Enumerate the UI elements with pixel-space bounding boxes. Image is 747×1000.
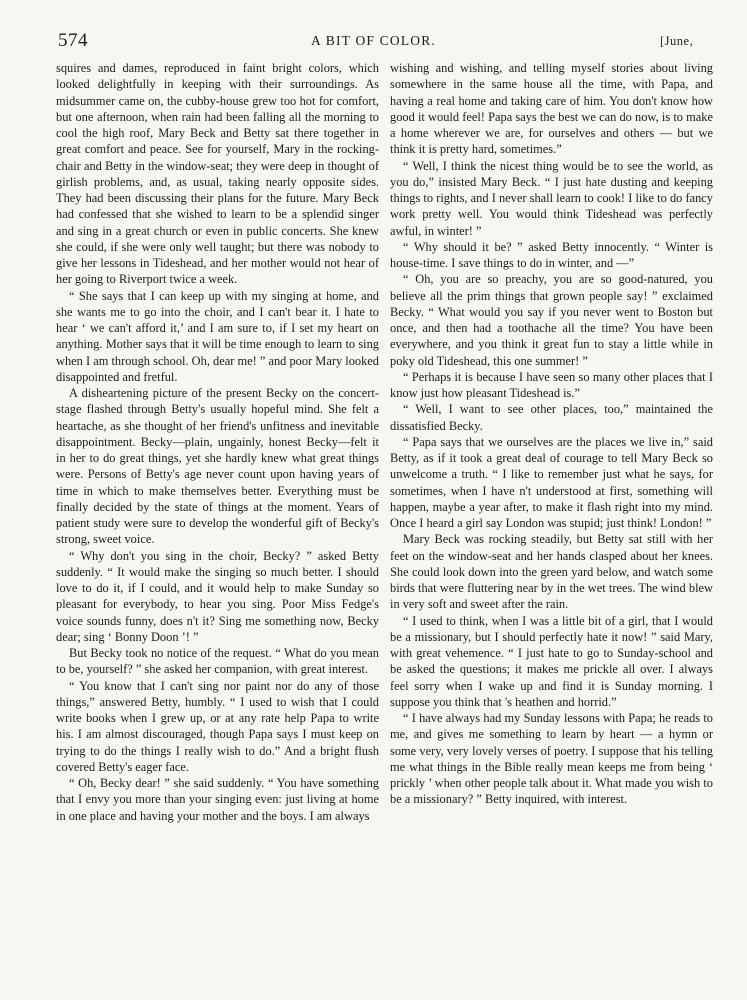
paragraph: “ She says that I can keep up with my singing at home, and she wants me to go into the choir, and I can't bear it. I hate to hear ‘ we can't afford it,’ and I am sure to, if I set my heart on anything. Mother says that it will be time enough to learn to sing when I am through school. Oh, dear me! ” and poor Mary looked disappointed and fretful. [56,288,379,384]
right-column [390,60,713,808]
paragraph: “ Well, I want to see other places, too,” maintained the dissatisfied Becky. [390,402,713,433]
paragraph: “ Why don't you sing in the choir, Becky? ” asked Betty suddenly. “ It would make the singing so much better. I should love to do it, if I could, and it would help to make Sunday so pleasant for everybody, to hear you sing. Poor Miss Fedge's voice sounds funny, does n't it? Sing me something now, Becky dear; sing ‘ Bonny Doon ’! ” [56,548,379,644]
paragraph: “ Well, I think the nicest thing would be to see the world, as you do,” insisted Mary Beck. “ I just hate dusting and keeping things to rights, and I never shall learn to cook! I like to do fancy work pretty well. You would think Tideshead was perfectly awful, in winter! ” [390,158,713,238]
running-header [0,30,747,60]
paragraph: “ You know that I can't sing nor paint nor do any of those things,” answered Betty, humbly. “ I used to wish that I could write books when I grew up, or at any rate help Papa to write his. I am almost discouraged, though Papa says I must keep on trying to do the things I really wish to do.” And a bright flush covered Betty's eager face. [56,678,379,774]
issue-month: [June, [660,34,694,48]
running-title: A BIT OF COLOR. [310,33,437,48]
paragraph: wishing and wishing, and telling myself stories about living somewhere in the same house all the time, with Papa, and having a real home and taking care of him. You don't know how good it would feel! Papa says the best we can do now, is to make a home wherever we are, for ourselves and others — but we think it is pretty hard, sometimes.” [390,61,713,157]
paragraph: “ Oh, you are so preachy, you are so good-natured, you believe all the prim things that grown people say! ” exclaimed Becky. “ What would you say if you never went to Boston but once, and then had a toothache all the time? You have been everywhere, and you think it great fun to stay a little while in poky old Tideshead, this one summer! ” [390,272,713,368]
paragraph: “ Papa says that we ourselves are the places we live in,” said Betty, as if it took a great deal of courage to tell Mary Beck so unwelcome a truth. “ I like to remember just what he says, for sometimes, when I have n't understood at first, something will happen, maybe a year after, to make it flash right into my mind. Once I heard a girl say London was stupid; just think! London! ” [390,434,713,530]
paragraph: But Becky took no notice of the request. “ What do you mean to be, yourself? ” she asked her companion, with great interest. [56,646,379,677]
paragraph: “ Perhaps it is because I have seen so many other places that I know just how pleasant Tideshead is.” [390,369,713,400]
left-column [56,60,379,824]
paragraph: “ I have always had my Sunday lessons with Papa; he reads to me, and gives me something to learn by heart — a hymn or some very, very lovely verses of poetry. I suppose that his telling me what things in the Bible really mean keeps me from being ‘ prickly ’ when other people talk about it. What made you wish to be a missionary? ” Betty inquired, with interest. [390,711,713,807]
paragraph: “ Why should it be? ” asked Betty innocently. “ Winter is house-time. I save things to do in winter, and —” [390,239,713,270]
paragraph: “ I used to think, when I was a little bit of a girl, that I would be a missionary, but I should perfectly hate it now! ” said Mary, with great vehemence. “ I just hate to go to Sunday-school and be asked the questions; it makes me prickle all over. I always feel sorry when I wake up and find it is Sunday morning. I suppose you think that 's heathen and horrid.” [390,613,713,709]
paragraph: Mary Beck was rocking steadily, but Betty sat still with her feet on the window-seat and her hands clasped about her knees. She could look down into the green yard below, and watch some birds that were fluttering near by in the wet trees. The wind blew in very soft and sweet after the rain. [390,532,713,612]
paragraph: A disheartening picture of the present Becky on the concert-stage flashed through Betty's usually hopeful mind. She felt a heartache, as she thought of her friend's unfitness and inevitable disappointment. Becky—plain, ungainly, honest Becky—felt it in her to do great things, yet she hardly knew what great things were. Persons of Betty's age never count upon having years of time in which to make themselves better. Everything must be finally decided by the state of things at the moment. Years of patient study were sure to develop the wonderful gift of Becky's strong, sweet voice. [56,386,379,547]
paragraph: squires and dames, reproduced in faint bright colors, which looked delightfully in keeping with their surroundings. As midsummer came on, the cubby-house grew too hot for comfort, but one afternoon, when rain had been falling all the morning to cool the high roof, Mary Beck and Betty sat there together in great comfort and peace. See for yourself, Mary in the rocking-chair and Betty in the window-seat; they were deep in thought of girlish problems, and, as usual, taking nearly opposite sides. They had been discussing their plans for the future. Mary Beck had confessed that she wished to learn to be a splendid singer and sing in a great church or even in public concerts. She knew she could, if she were only well taught; but there was nobody to give her lessons in Tideshead, and her mother would not hear of her going to Riverport twice a week. [56,61,379,287]
paragraph: “ Oh, Becky dear! ” she said suddenly. “ You have something that I envy you more than your singing even: just living at home in one place and having your mother and the boys. I am always [56,776,379,823]
page-number: 574 [58,30,88,51]
